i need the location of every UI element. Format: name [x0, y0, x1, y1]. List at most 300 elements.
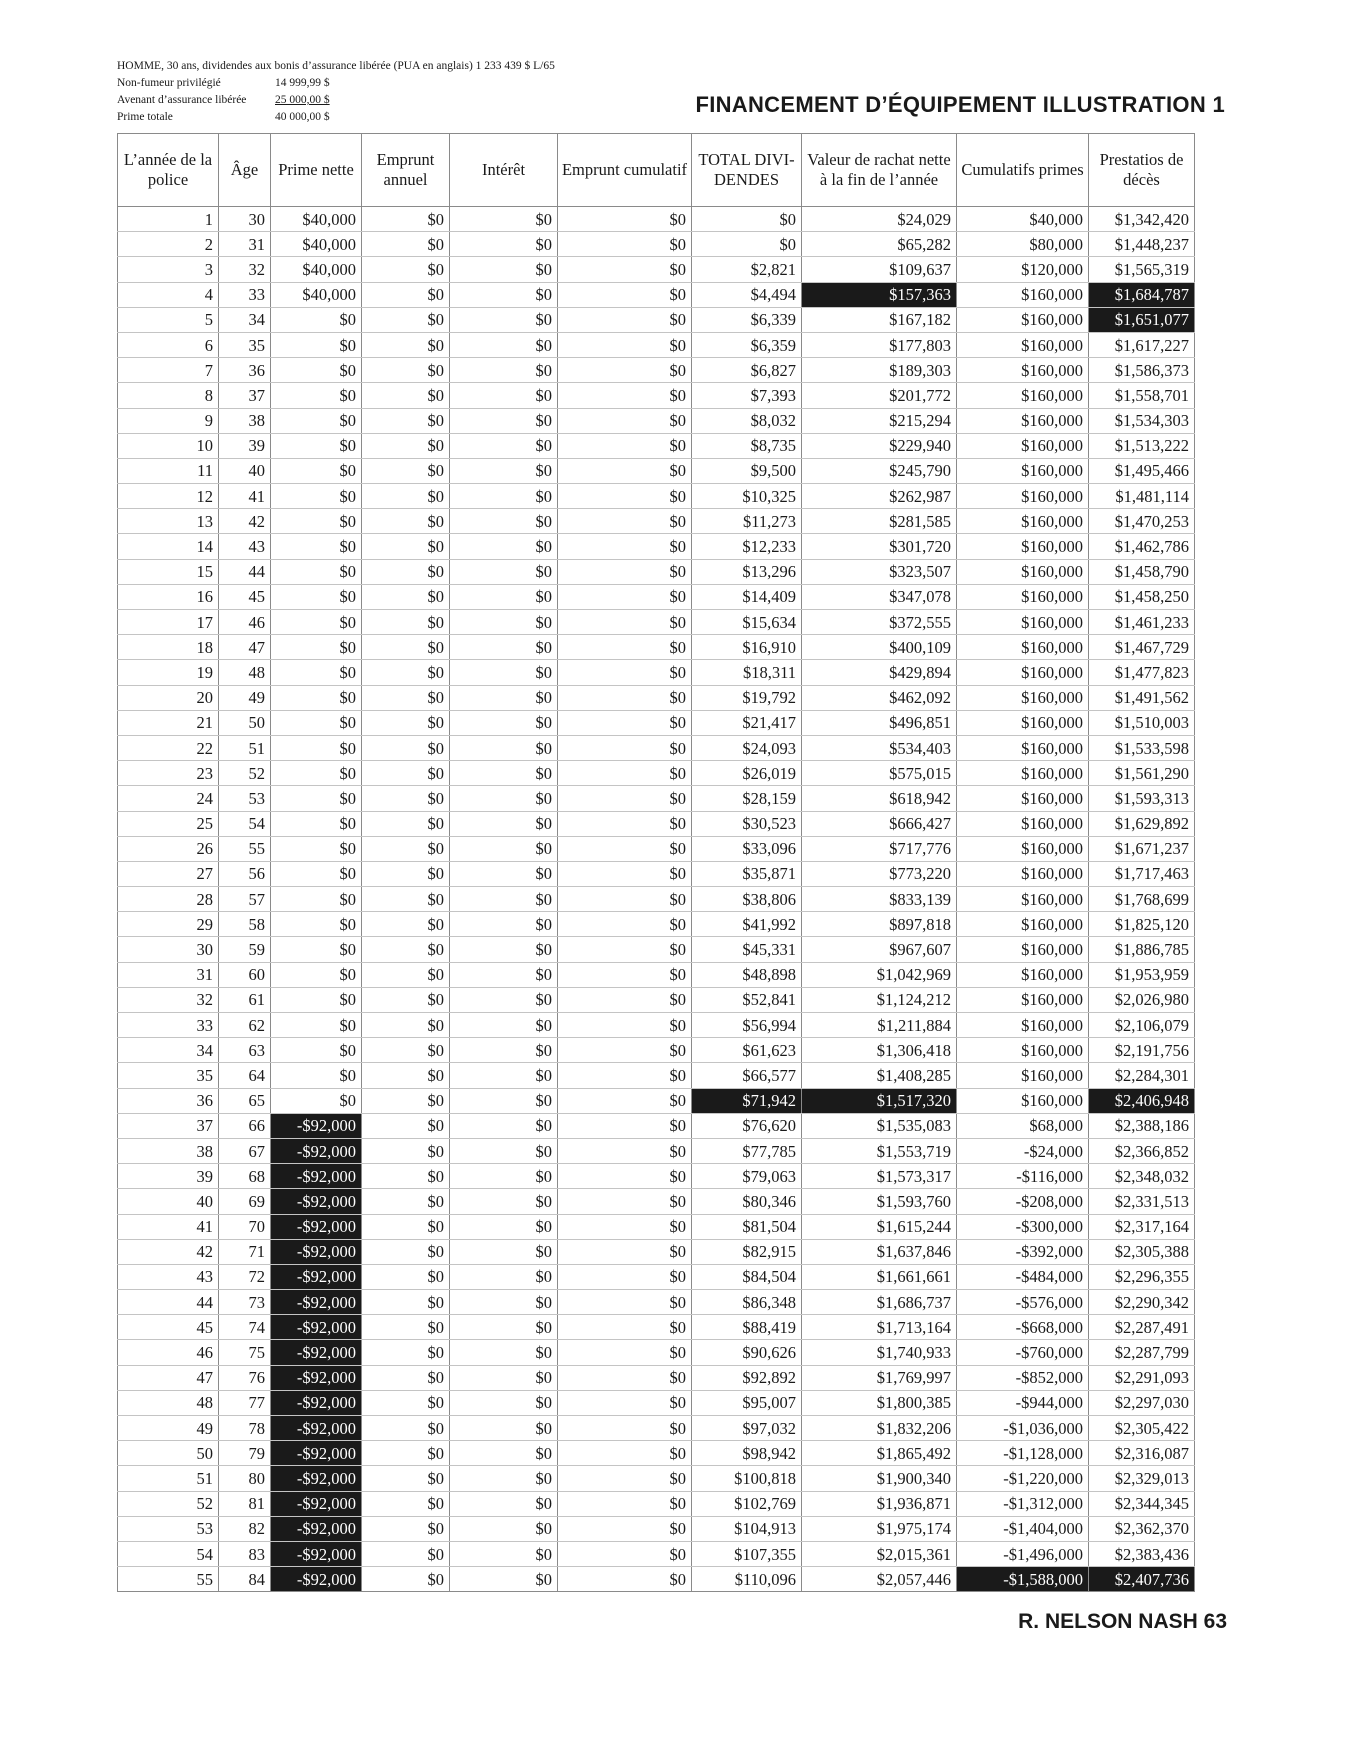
table-cell: 1 — [118, 207, 219, 232]
page-footer: R. NELSON NASH 63 — [1018, 1610, 1227, 1633]
table-cell: $71,942 — [692, 1088, 802, 1113]
table-cell: $0 — [450, 559, 558, 584]
table-cell: $1,769,997 — [802, 1365, 957, 1390]
table-cell: $0 — [450, 1290, 558, 1315]
table-row — [118, 559, 1195, 584]
column-header: Prime nette — [271, 134, 362, 207]
table-cell: -$92,000 — [271, 1365, 362, 1390]
table-cell: -$92,000 — [271, 1189, 362, 1214]
table-cell: 84 — [219, 1567, 271, 1592]
table-cell: $0 — [558, 685, 692, 710]
table-cell: $0 — [450, 1264, 558, 1289]
table-cell: 34 — [219, 307, 271, 332]
table-row — [118, 1340, 1195, 1365]
table-row — [118, 786, 1195, 811]
table-row — [118, 660, 1195, 685]
table-cell: $0 — [558, 1063, 692, 1088]
table-cell: $160,000 — [957, 610, 1089, 635]
table-cell: $0 — [450, 1441, 558, 1466]
table-cell: $14,409 — [692, 584, 802, 609]
table-cell: $0 — [558, 1340, 692, 1365]
table-cell: 27 — [118, 861, 219, 886]
table-cell: 70 — [219, 1214, 271, 1239]
header-row-nonsmoker — [117, 75, 555, 92]
table-cell: 24 — [118, 786, 219, 811]
table-cell: $0 — [271, 761, 362, 786]
table-cell: $1,713,164 — [802, 1315, 957, 1340]
table-cell: $0 — [450, 584, 558, 609]
table-cell: $0 — [558, 610, 692, 635]
table-cell: 58 — [219, 912, 271, 937]
table-cell: $84,504 — [692, 1264, 802, 1289]
table-cell: 79 — [219, 1441, 271, 1466]
table-cell: $90,626 — [692, 1340, 802, 1365]
table-cell: $1,684,787 — [1089, 282, 1195, 307]
table-cell: 49 — [118, 1416, 219, 1441]
table-cell: $0 — [362, 1113, 450, 1138]
table-row — [118, 282, 1195, 307]
table-row — [118, 1264, 1195, 1289]
table-cell: $1,517,320 — [802, 1088, 957, 1113]
table-cell: 29 — [118, 912, 219, 937]
table-cell: $0 — [362, 660, 450, 685]
header-label: Avenant d’assurance libérée — [117, 94, 247, 106]
table-cell: 7 — [118, 358, 219, 383]
table-cell: 41 — [219, 484, 271, 509]
table-row — [118, 458, 1195, 483]
table-cell: 5 — [118, 307, 219, 332]
table-cell: $0 — [558, 1138, 692, 1163]
table-cell: $1,573,317 — [802, 1164, 957, 1189]
table-row — [118, 811, 1195, 836]
table-cell: $0 — [271, 635, 362, 660]
table-cell: $160,000 — [957, 458, 1089, 483]
table-cell: $1,671,237 — [1089, 836, 1195, 861]
table-cell: $967,607 — [802, 937, 957, 962]
table-cell: $0 — [362, 987, 450, 1012]
table-cell: $88,419 — [692, 1315, 802, 1340]
table-cell: $1,900,340 — [802, 1466, 957, 1491]
table-row — [118, 1063, 1195, 1088]
table-cell: $0 — [558, 710, 692, 735]
table-cell: 11 — [118, 458, 219, 483]
table-cell: 22 — [118, 735, 219, 760]
table-cell: 50 — [118, 1441, 219, 1466]
table-row — [118, 1013, 1195, 1038]
illustration-table — [117, 133, 1195, 1592]
table-row — [118, 408, 1195, 433]
table-cell: $40,000 — [271, 232, 362, 257]
table-cell: $0 — [450, 1390, 558, 1415]
table-cell: $0 — [558, 509, 692, 534]
table-cell: $2,015,361 — [802, 1541, 957, 1566]
table-cell: $160,000 — [957, 1013, 1089, 1038]
table-cell: $0 — [450, 484, 558, 509]
table-cell: 74 — [219, 1315, 271, 1340]
table-cell: $0 — [362, 1390, 450, 1415]
column-header: Emprunt annuel — [362, 134, 450, 207]
table-cell: $0 — [271, 811, 362, 836]
table-cell: $0 — [558, 1264, 692, 1289]
table-row — [118, 1441, 1195, 1466]
table-cell: 36 — [118, 1088, 219, 1113]
table-cell: $65,282 — [802, 232, 957, 257]
table-cell: $0 — [362, 509, 450, 534]
table-cell: 45 — [118, 1315, 219, 1340]
table-cell: $0 — [450, 433, 558, 458]
table-cell: 49 — [219, 685, 271, 710]
table-cell: $40,000 — [271, 282, 362, 307]
table-cell: $1,477,823 — [1089, 660, 1195, 685]
table-row — [118, 836, 1195, 861]
table-cell: $97,032 — [692, 1416, 802, 1441]
table-cell: -$92,000 — [271, 1567, 362, 1592]
column-header: Cumulatifs primes — [957, 134, 1089, 207]
table-cell: 39 — [118, 1164, 219, 1189]
table-cell: -$1,496,000 — [957, 1541, 1089, 1566]
table-cell: 6 — [118, 332, 219, 357]
table-cell: $429,894 — [802, 660, 957, 685]
table-cell: $0 — [450, 534, 558, 559]
table-cell: $0 — [450, 912, 558, 937]
table-cell: 15 — [118, 559, 219, 584]
table-cell: $0 — [271, 307, 362, 332]
table-cell: $1,408,285 — [802, 1063, 957, 1088]
table-cell: -$24,000 — [957, 1138, 1089, 1163]
table-cell: $92,892 — [692, 1365, 802, 1390]
table-cell: $0 — [558, 635, 692, 660]
table-cell: 50 — [219, 710, 271, 735]
table-cell: 73 — [219, 1290, 271, 1315]
table-row — [118, 257, 1195, 282]
table-cell: -$92,000 — [271, 1290, 362, 1315]
table-cell: $48,898 — [692, 962, 802, 987]
table-cell: $0 — [558, 912, 692, 937]
table-cell: $100,818 — [692, 1466, 802, 1491]
table-cell: $0 — [558, 207, 692, 232]
table-cell: $160,000 — [957, 433, 1089, 458]
table-cell: $1,629,892 — [1089, 811, 1195, 836]
table-cell: $0 — [362, 307, 450, 332]
table-cell: $0 — [362, 962, 450, 987]
table-cell: $666,427 — [802, 811, 957, 836]
table-cell: 46 — [219, 610, 271, 635]
table-cell: 44 — [219, 559, 271, 584]
table-cell: $0 — [558, 1466, 692, 1491]
table-cell: -$300,000 — [957, 1214, 1089, 1239]
table-cell: 13 — [118, 509, 219, 534]
table-cell: $0 — [692, 207, 802, 232]
table-cell: $0 — [450, 1013, 558, 1038]
table-cell: $0 — [362, 232, 450, 257]
table-cell: $0 — [362, 332, 450, 357]
table-cell: 25 — [118, 811, 219, 836]
table-cell: $301,720 — [802, 534, 957, 559]
table-cell: $1,448,237 — [1089, 232, 1195, 257]
table-cell: -$208,000 — [957, 1189, 1089, 1214]
table-cell: $0 — [558, 408, 692, 433]
table-cell: $0 — [558, 786, 692, 811]
header-value: 25 000,00 $ — [275, 94, 330, 106]
table-cell: $1,458,250 — [1089, 584, 1195, 609]
table-cell: $0 — [558, 1290, 692, 1315]
table-cell: 55 — [219, 836, 271, 861]
table-cell: $41,992 — [692, 912, 802, 937]
table-cell: $1,565,319 — [1089, 257, 1195, 282]
table-cell: -$92,000 — [271, 1416, 362, 1441]
table-cell: $0 — [450, 1466, 558, 1491]
table-cell: $400,109 — [802, 635, 957, 660]
table-cell: $0 — [362, 1239, 450, 1264]
table-cell: -$92,000 — [271, 1214, 362, 1239]
table-cell: $0 — [558, 811, 692, 836]
table-cell: $0 — [271, 332, 362, 357]
table-row — [118, 861, 1195, 886]
table-cell: 26 — [118, 836, 219, 861]
table-cell: $2,287,491 — [1089, 1315, 1195, 1340]
table-row — [118, 534, 1195, 559]
table-cell: $1,975,174 — [802, 1516, 957, 1541]
table-cell: $1,825,120 — [1089, 912, 1195, 937]
table-cell: 19 — [118, 660, 219, 685]
table-cell: $347,078 — [802, 584, 957, 609]
table-cell: 33 — [219, 282, 271, 307]
table-cell: $0 — [271, 559, 362, 584]
table-cell: $0 — [450, 1315, 558, 1340]
table-cell: $68,000 — [957, 1113, 1089, 1138]
table-cell: $372,555 — [802, 610, 957, 635]
table-cell: $4,494 — [692, 282, 802, 307]
table-cell: $0 — [692, 232, 802, 257]
table-cell: $1,461,233 — [1089, 610, 1195, 635]
policy-summary-line: HOMME, 30 ans, dividendes aux bonis d’assurance libérée (PUA en anglais) 1 233 439 $ L/65 — [117, 60, 555, 72]
table-cell: $0 — [558, 458, 692, 483]
table-cell: $102,769 — [692, 1491, 802, 1516]
table-cell: 14 — [118, 534, 219, 559]
table-row — [118, 1365, 1195, 1390]
table-cell: $0 — [271, 962, 362, 987]
table-cell: $0 — [362, 635, 450, 660]
table-cell: $61,623 — [692, 1038, 802, 1063]
table-cell: $81,504 — [692, 1214, 802, 1239]
table-cell: $2,344,345 — [1089, 1491, 1195, 1516]
table-cell: 32 — [118, 987, 219, 1012]
table-cell: $2,348,032 — [1089, 1164, 1195, 1189]
table-cell: $0 — [558, 861, 692, 886]
table-cell: $0 — [362, 433, 450, 458]
table-cell: $0 — [558, 433, 692, 458]
table-cell: $1,637,846 — [802, 1239, 957, 1264]
table-cell: $1,462,786 — [1089, 534, 1195, 559]
table-cell: $2,388,186 — [1089, 1113, 1195, 1138]
table-cell: $160,000 — [957, 761, 1089, 786]
table-cell: 78 — [219, 1416, 271, 1441]
table-cell: $0 — [362, 610, 450, 635]
table-cell: $2,317,164 — [1089, 1214, 1195, 1239]
table-cell: $98,942 — [692, 1441, 802, 1466]
table-cell: 39 — [219, 433, 271, 458]
table-row — [118, 509, 1195, 534]
table-cell: 62 — [219, 1013, 271, 1038]
column-header: Intérêt — [450, 134, 558, 207]
table-cell: $0 — [450, 332, 558, 357]
table-cell: $1,586,373 — [1089, 358, 1195, 383]
table-cell: $0 — [558, 1441, 692, 1466]
table-cell: 35 — [118, 1063, 219, 1088]
table-cell: $80,000 — [957, 232, 1089, 257]
table-cell: $160,000 — [957, 710, 1089, 735]
table-cell: $1,458,790 — [1089, 559, 1195, 584]
table-cell: $215,294 — [802, 408, 957, 433]
table-row — [118, 710, 1195, 735]
table-cell: 55 — [118, 1567, 219, 1592]
table-cell: $1,651,077 — [1089, 307, 1195, 332]
table-cell: $323,507 — [802, 559, 957, 584]
table-cell: $0 — [362, 1214, 450, 1239]
table-cell: $0 — [450, 861, 558, 886]
table-cell: $6,827 — [692, 358, 802, 383]
table-cell: $0 — [450, 358, 558, 383]
table-cell: $0 — [450, 836, 558, 861]
table-cell: $1,593,313 — [1089, 786, 1195, 811]
table-cell: 82 — [219, 1516, 271, 1541]
table-cell: $0 — [450, 1365, 558, 1390]
table-cell: $1,661,661 — [802, 1264, 957, 1289]
column-header: Âge — [219, 134, 271, 207]
table-cell: -$1,220,000 — [957, 1466, 1089, 1491]
table-cell: $0 — [558, 1113, 692, 1138]
table-cell: $0 — [362, 685, 450, 710]
table-cell: $1,470,253 — [1089, 509, 1195, 534]
table-cell: 75 — [219, 1340, 271, 1365]
table-cell: $0 — [558, 836, 692, 861]
table-cell: $2,057,446 — [802, 1567, 957, 1592]
table-cell: 47 — [219, 635, 271, 660]
table-cell: $0 — [362, 1516, 450, 1541]
table-cell: $0 — [362, 1138, 450, 1163]
table-row — [118, 1416, 1195, 1441]
table-cell: $281,585 — [802, 509, 957, 534]
table-cell: $45,331 — [692, 937, 802, 962]
table-cell: 43 — [219, 534, 271, 559]
table-cell: 44 — [118, 1290, 219, 1315]
table-cell: -$668,000 — [957, 1315, 1089, 1340]
table-cell: $160,000 — [957, 861, 1089, 886]
table-cell: 33 — [118, 1013, 219, 1038]
table-cell: $160,000 — [957, 1088, 1089, 1113]
table-cell: $1,886,785 — [1089, 937, 1195, 962]
table-row — [118, 912, 1195, 937]
table-cell: $534,403 — [802, 735, 957, 760]
table-cell: $160,000 — [957, 1038, 1089, 1063]
column-header: L’année de la police — [118, 134, 219, 207]
table-cell: $0 — [271, 735, 362, 760]
table-cell: 23 — [118, 761, 219, 786]
table-cell: $1,593,760 — [802, 1189, 957, 1214]
table-cell: $2,331,513 — [1089, 1189, 1195, 1214]
table-row — [118, 1113, 1195, 1138]
table-cell: 40 — [118, 1189, 219, 1214]
table-cell: $0 — [450, 887, 558, 912]
table-cell: $1,535,083 — [802, 1113, 957, 1138]
header-value: 14 999,99 $ — [275, 77, 330, 89]
table-cell: $86,348 — [692, 1290, 802, 1315]
table-cell: $0 — [362, 1290, 450, 1315]
table-cell: $0 — [450, 962, 558, 987]
table-row — [118, 1138, 1195, 1163]
table-cell: $1,306,418 — [802, 1038, 957, 1063]
table-cell: $0 — [558, 257, 692, 282]
table-cell: $0 — [362, 1189, 450, 1214]
table-cell: $160,000 — [957, 1063, 1089, 1088]
table-cell: 38 — [219, 408, 271, 433]
table-cell: $1,042,969 — [802, 962, 957, 987]
table-cell: $1,124,212 — [802, 987, 957, 1012]
table-cell: $109,637 — [802, 257, 957, 282]
table-cell: 67 — [219, 1138, 271, 1163]
table-cell: $0 — [450, 383, 558, 408]
table-cell: $40,000 — [271, 257, 362, 282]
table-cell: -$392,000 — [957, 1239, 1089, 1264]
table-row — [118, 207, 1195, 232]
table-cell: $1,534,303 — [1089, 408, 1195, 433]
table-cell: $0 — [450, 1038, 558, 1063]
table-cell: $2,316,087 — [1089, 1441, 1195, 1466]
table-cell: 64 — [219, 1063, 271, 1088]
table-cell: $2,329,013 — [1089, 1466, 1195, 1491]
table-cell: $0 — [362, 887, 450, 912]
table-cell: $12,233 — [692, 534, 802, 559]
table-cell: $0 — [362, 861, 450, 886]
table-cell: $1,717,463 — [1089, 861, 1195, 886]
table-cell: $0 — [362, 1365, 450, 1390]
table-cell: -$92,000 — [271, 1113, 362, 1138]
table-cell: $0 — [271, 685, 362, 710]
table-row — [118, 584, 1195, 609]
policy-header-info — [117, 58, 555, 126]
table-cell: $0 — [558, 584, 692, 609]
table-cell: $1,936,871 — [802, 1491, 957, 1516]
table-cell: 68 — [219, 1164, 271, 1189]
table-cell: $24,029 — [802, 207, 957, 232]
table-cell: $0 — [271, 861, 362, 886]
table-cell: $0 — [271, 1088, 362, 1113]
table-cell: $1,553,719 — [802, 1138, 957, 1163]
table-cell: 54 — [219, 811, 271, 836]
table-cell: $0 — [362, 1416, 450, 1441]
table-cell: $1,740,933 — [802, 1340, 957, 1365]
table-cell: -$92,000 — [271, 1516, 362, 1541]
table-cell: 35 — [219, 332, 271, 357]
table-cell: 83 — [219, 1541, 271, 1566]
table-cell: $0 — [450, 282, 558, 307]
header-label: Prime totale — [117, 111, 173, 123]
table-cell: $0 — [271, 433, 362, 458]
table-cell: $0 — [362, 1063, 450, 1088]
table-cell: $0 — [558, 1390, 692, 1415]
table-cell: 21 — [118, 710, 219, 735]
table-cell: $0 — [362, 811, 450, 836]
table-cell: 47 — [118, 1365, 219, 1390]
table-cell: $0 — [450, 786, 558, 811]
table-cell: $0 — [362, 912, 450, 937]
table-cell: $0 — [362, 1466, 450, 1491]
column-header: Valeur de rachat nette à la fin de l’année — [802, 134, 957, 207]
table-cell: $189,303 — [802, 358, 957, 383]
table-row — [118, 358, 1195, 383]
table-cell: $95,007 — [692, 1390, 802, 1415]
table-row — [118, 1189, 1195, 1214]
